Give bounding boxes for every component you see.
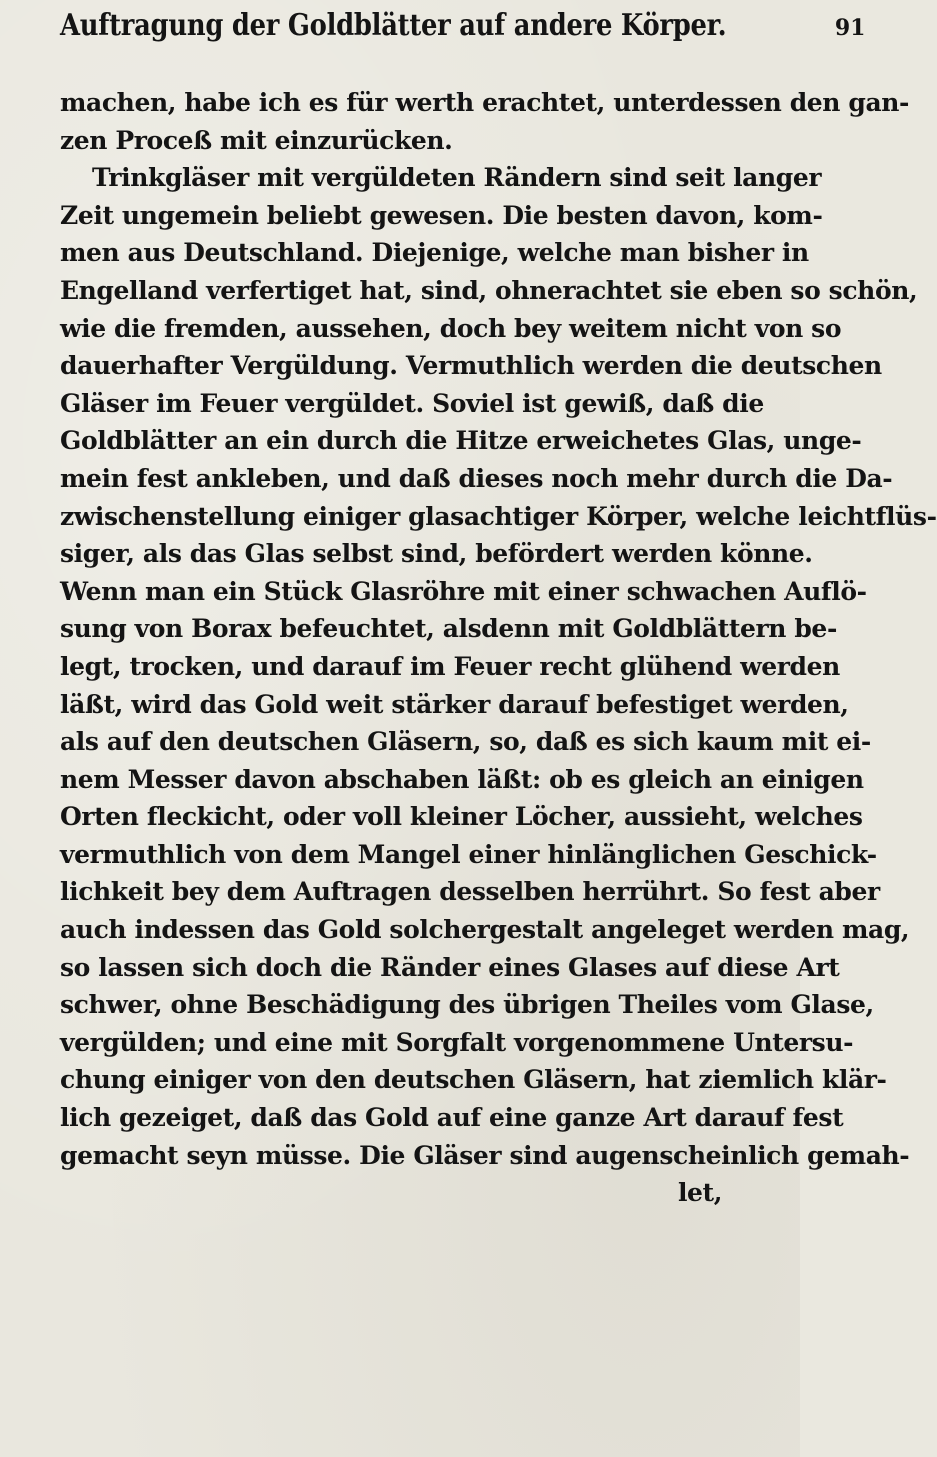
page-number: 91 [834, 15, 866, 41]
text-line: chung einiger von den deutschen Gläsern, hat ziemlich klär- [60, 1065, 887, 1095]
text-line: Wenn man ein Stück Glasröhre mit einer schwachen Auflö- [60, 576, 867, 606]
text-line: Zeit ungemein beliebt gewesen. Die besten davon, kom- [60, 200, 823, 230]
text-line: men aus Deutschland. Diejenige, welche man bisher in [60, 238, 809, 268]
text-line: Gläser im Feuer vergüldet. Soviel ist gewiß, daß die [60, 388, 764, 418]
running-head [60, 8, 866, 84]
text-line: dauerhafter Vergüldung. Vermuthlich werden die deutschen [60, 351, 882, 381]
text-line: sung von Borax befeuchtet, alsdenn mit Goldblättern be- [60, 614, 837, 644]
text-line: legt, trocken, und darauf im Feuer recht glühend werden [60, 651, 840, 681]
text-line: Trinkgläser mit vergüldeten Rändern sind seit langer [92, 163, 822, 193]
text-line: gemacht seyn müsse. Die Gläser sind augenscheinlich gemah- [60, 1140, 910, 1170]
text-line: vergülden; und eine mit Sorgfalt vorgenommene Untersu- [60, 1027, 854, 1057]
text-line: als auf den deutschen Gläsern, so, daß es sich kaum mit ei- [60, 727, 871, 757]
text-line: lich gezeiget, daß das Gold auf eine ganze Art darauf fest [60, 1103, 844, 1133]
running-title: Auftragung der Goldblätter auf andere Körper. [60, 8, 727, 43]
text-line: lichkeit bey dem Auftragen desselben herrührt. So fest aber [60, 877, 880, 907]
text-line: Goldblätter an ein durch die Hitze erweichetes Glas, unge- [60, 426, 862, 456]
text-line: Engelland verfertiget hat, sind, ohnerachtet sie eben so schön, [60, 275, 918, 305]
text-line: schwer, ohne Beschädigung des übrigen Theiles vom Glase, [60, 990, 874, 1020]
text-line: siger, als das Glas selbst sind, befördert werden könne. [60, 539, 813, 569]
text-line: auch indessen das Gold solchergestalt angeleget werden mag, [60, 915, 910, 945]
text-line: Orten fleckicht, oder voll kleiner Löcher, aussieht, welches [60, 802, 863, 832]
text-line: mein fest ankleben, und daß dieses noch mehr durch die Da- [60, 463, 893, 493]
text-line: zwischenstellung einiger glasachtiger Körper, welche leichtflüs- [60, 501, 937, 531]
body-text [60, 84, 937, 1212]
text-line: machen, habe ich es für werth erachtet, unterdessen den gan- [60, 88, 909, 117]
text-line: so lassen sich doch die Ränder eines Glases auf diese Art [60, 952, 840, 982]
text-line: zen Proceß mit einzurücken. [60, 125, 453, 155]
text-line: wie die fremden, aussehen, doch bey weitem nicht von so [60, 313, 842, 343]
text-line: läßt, wird das Gold weit stärker darauf befestiget werden, [60, 689, 849, 719]
text-line: nem Messer davon abschaben läßt: ob es gleich an einigen [60, 764, 864, 794]
catchword: let, [677, 1178, 722, 1208]
text-line: vermuthlich von dem Mangel einer hinlänglichen Geschick- [60, 839, 877, 869]
